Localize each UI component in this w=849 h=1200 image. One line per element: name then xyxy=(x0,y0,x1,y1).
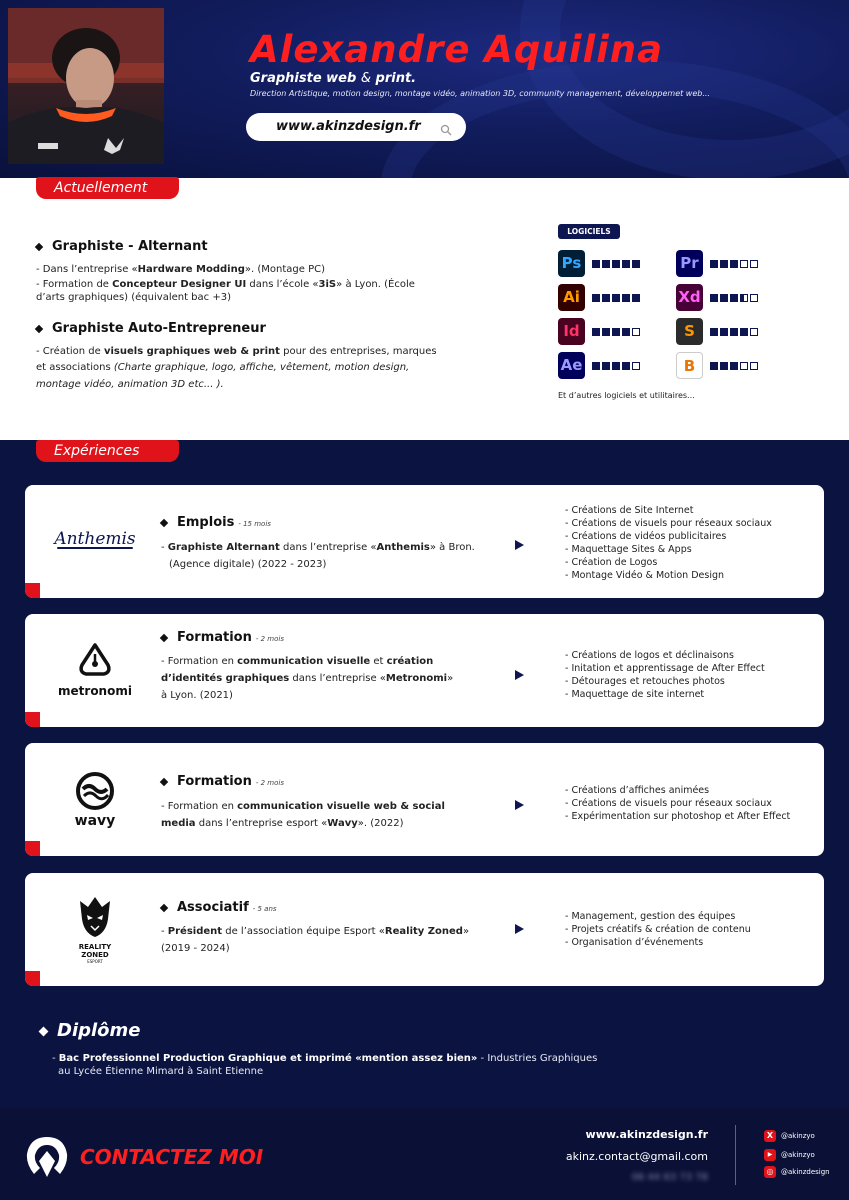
skill-level-dot xyxy=(632,362,640,370)
skill-level-dot xyxy=(720,362,728,370)
bullet-item: - Détourages et retouches photos xyxy=(565,676,725,687)
bullet-diamond-icon xyxy=(160,518,168,526)
skill-level-dot xyxy=(622,362,630,370)
contact-cta[interactable]: CONTACTEZ MOI xyxy=(80,1145,264,1169)
skill-level-bar xyxy=(710,328,758,336)
skill-level-dot xyxy=(750,294,758,302)
current-tag: Actuellement xyxy=(36,177,179,199)
bullet-item: - Projets créatifs & création de contenu xyxy=(565,924,751,935)
experience-bullets xyxy=(565,784,790,823)
website-text: www.akinzdesign.fr xyxy=(276,119,421,134)
social-instagram[interactable]: ◎ @akinzdesign xyxy=(764,1166,830,1178)
instagram-icon: ◎ xyxy=(764,1166,776,1178)
card-corner xyxy=(25,841,40,856)
bullet-diamond-icon xyxy=(160,903,168,911)
bullet-item: - Initation et apprentissage de After Effect xyxy=(565,663,765,674)
reality-zoned-logo: REALITY ZONED ESPORT xyxy=(53,893,137,964)
x-icon: X xyxy=(764,1130,776,1142)
skill-level-bar xyxy=(710,294,758,302)
bullet-item: - Créations de Site Internet xyxy=(565,505,694,516)
skill-level-dot xyxy=(632,294,640,302)
skill-level-dot xyxy=(710,328,718,336)
current-job-line: et associations (Charte graphique, logo, affiche, vêtement, motion design, xyxy=(36,362,410,373)
skill-level-dot xyxy=(592,260,600,268)
bullet-item: - Créations d’affiches animées xyxy=(565,785,710,796)
experience-card-wavy xyxy=(25,743,824,856)
social-youtube[interactable]: ▶ @akinzyo xyxy=(764,1149,815,1161)
profile-role xyxy=(250,71,416,86)
skill-level-dot xyxy=(750,362,758,370)
bullet-item: - Création de Logos xyxy=(565,557,658,568)
skill-level-dot xyxy=(750,260,758,268)
profile-name: Alexandre Aquilina xyxy=(250,28,664,71)
profile-skills: Direction Artistique, motion design, montage vidéo, animation 3D, community management, développemet web... xyxy=(250,89,710,98)
arrow-right-icon xyxy=(515,800,524,810)
experience-desc: - Graphiste Alternant dans l’entreprise «Anthemis» à Bron. (Agence digitale) (2022 - 2023) xyxy=(161,542,475,570)
skill-level-dot xyxy=(730,328,738,336)
skill-level-dot xyxy=(720,260,728,268)
bullet-item: - Maquettage Sites & Apps xyxy=(565,544,692,555)
software-note: Et d’autres logiciels et utilitaires... xyxy=(558,391,695,400)
skill-level-dot xyxy=(622,294,630,302)
skill-level-dot xyxy=(750,328,758,336)
skill-level-bar xyxy=(710,260,758,268)
bullet-diamond-icon xyxy=(160,777,168,785)
skill-level-dot xyxy=(592,294,600,302)
skill-level-dot xyxy=(612,260,620,268)
skill-level-dot xyxy=(622,260,630,268)
experience-bullets xyxy=(565,504,772,582)
footer-email[interactable]: akinz.contact@gmail.com xyxy=(565,1150,708,1163)
profile-photo xyxy=(8,8,164,164)
experience-bullets xyxy=(565,649,765,701)
bullet-item: - Montage Vidéo & Motion Design xyxy=(565,570,725,581)
current-job-line: - Création de visuels graphiques web & print pour des entreprises, marques xyxy=(36,346,437,357)
bullet-diamond-icon xyxy=(35,324,43,332)
footer-divider xyxy=(735,1125,736,1185)
software-tag: LOGICIELS xyxy=(558,224,620,239)
bullet-item: - Créations de visuels pour réseaux sociaux xyxy=(565,798,772,809)
brand-logo-icon xyxy=(24,1134,70,1184)
skill-level-dot xyxy=(622,328,630,336)
bullet-item: - Management, gestion des équipes xyxy=(565,911,736,922)
role-print: print. xyxy=(375,71,417,86)
job-title-text: Graphiste - Alternant xyxy=(52,239,208,254)
experience-title: Formation - 2 mois xyxy=(161,774,284,789)
arrow-right-icon xyxy=(515,670,524,680)
current-job-line: montage vidéo, animation 3D etc... ). xyxy=(36,379,224,390)
skill-level-dot xyxy=(740,294,748,302)
experience-bullets xyxy=(565,910,751,949)
skill-level-dot xyxy=(740,362,748,370)
skill-level-dot xyxy=(602,328,610,336)
current-job-line: - Dans l’entreprise «Hardware Modding». (Montage PC) xyxy=(36,264,325,275)
role-amp: & xyxy=(360,71,371,86)
experience-desc: - Président de l’association équipe Esport «Reality Zoned» (2019 - 2024) xyxy=(161,926,470,954)
skill-level-dot xyxy=(592,362,600,370)
skill-level-dot xyxy=(730,294,738,302)
current-job-title xyxy=(36,239,208,254)
bullet-item: - Créations de logos et déclinaisons xyxy=(565,650,734,661)
search-icon xyxy=(440,119,452,147)
footer-phone: 06 44 63 73 78 xyxy=(631,1172,708,1183)
bullet-item: - Créations de visuels pour réseaux sociaux xyxy=(565,518,772,529)
skill-level-dot xyxy=(740,260,748,268)
diploma-text: - Bac Professionnel Production Graphique et imprimé «mention assez bien» - Industries Graphiques au Lycée Étienne Mimard à Saint Etienne xyxy=(52,1053,598,1077)
experience-title: Emplois - 15 mois xyxy=(161,515,271,530)
skill-level-dot xyxy=(710,362,718,370)
experience-card-reality-zoned xyxy=(25,873,824,986)
current-job-title xyxy=(36,321,266,336)
card-corner xyxy=(25,971,40,986)
current-job-line: d’arts graphiques) (équivalent bac +3) xyxy=(36,292,231,303)
experience-title: Formation - 2 mois xyxy=(161,630,284,645)
skill-level-dot xyxy=(710,294,718,302)
wavy-logo: wavy xyxy=(53,771,137,829)
software-ai-icon: Ai xyxy=(558,284,585,311)
bullet-item: - Maquettage de site internet xyxy=(565,689,705,700)
fox-icon xyxy=(76,893,114,939)
wavy-icon xyxy=(75,771,115,811)
software-id-icon: Id xyxy=(558,318,585,345)
skill-level-dot xyxy=(592,328,600,336)
bullet-item: - Créations de vidéos publicitaires xyxy=(565,531,727,542)
software-xd-icon: Xd xyxy=(676,284,703,311)
diploma-title: Diplôme xyxy=(40,1020,141,1041)
bullet-diamond-icon xyxy=(39,1026,49,1036)
skill-level-dot xyxy=(632,328,640,336)
experience-desc: - Formation en communication visuelle et création d’identités graphiques dans l’entreprise «Metronomi» à Lyon. (2021) xyxy=(161,656,454,701)
skill-level-dot xyxy=(740,328,748,336)
software-ae-icon: Ae xyxy=(558,352,585,379)
experience-card-anthemis xyxy=(25,485,824,598)
youtube-icon: ▶ xyxy=(764,1149,776,1161)
bullet-item: - Expérimentation sur photoshop et After Effect xyxy=(565,811,791,822)
software-b-icon: B xyxy=(676,352,703,379)
arrow-right-icon xyxy=(515,540,524,550)
experience-title: Associatif - 5 ans xyxy=(161,900,277,915)
bullet-diamond-icon xyxy=(35,242,43,250)
skill-level-bar xyxy=(710,362,758,370)
website-link[interactable] xyxy=(246,113,466,141)
skill-level-dot xyxy=(720,328,728,336)
software-ps-icon: Ps xyxy=(558,250,585,277)
card-corner xyxy=(25,583,40,598)
role-web: Graphiste web xyxy=(250,71,357,86)
skill-level-dot xyxy=(730,362,738,370)
arrow-right-icon xyxy=(515,924,524,934)
metronomi-icon xyxy=(77,642,113,678)
social-x[interactable]: X @akinzyo xyxy=(764,1130,815,1142)
skill-level-dot xyxy=(602,362,610,370)
software-pr-icon: Pr xyxy=(676,250,703,277)
job-title-text: Graphiste Auto-Entrepreneur xyxy=(52,321,266,336)
skill-level-dot xyxy=(720,294,728,302)
skill-level-dot xyxy=(730,260,738,268)
bullet-diamond-icon xyxy=(160,633,168,641)
skill-level-dot xyxy=(612,294,620,302)
skill-level-bar xyxy=(592,294,640,302)
experiences-tag: Expériences xyxy=(36,440,179,462)
current-section xyxy=(0,178,849,440)
current-job-line: - Formation de Concepteur Designer UI dans l’école «3iS» à Lyon. (École xyxy=(36,279,415,290)
footer-website[interactable]: www.akinzdesign.fr xyxy=(585,1128,708,1141)
software-s-icon: S xyxy=(676,318,703,345)
skill-level-dot xyxy=(602,260,610,268)
skill-level-dot xyxy=(612,362,620,370)
bullet-item: - Organisation d’événements xyxy=(565,937,704,948)
skill-level-dot xyxy=(710,260,718,268)
skill-level-dot xyxy=(632,260,640,268)
experience-card-metronomi xyxy=(25,614,824,727)
anthemis-logo: Anthemis xyxy=(54,529,136,549)
skill-level-bar xyxy=(592,328,640,336)
metronomi-logo: metronomi xyxy=(53,642,137,698)
card-corner xyxy=(25,712,40,727)
experience-desc: - Formation en communication visuelle web & social media dans l’entreprise esport «Wavy». (2022) xyxy=(161,801,445,829)
skill-level-bar xyxy=(592,260,640,268)
skill-level-dot xyxy=(612,328,620,336)
skill-level-bar xyxy=(592,362,640,370)
skill-level-dot xyxy=(602,294,610,302)
